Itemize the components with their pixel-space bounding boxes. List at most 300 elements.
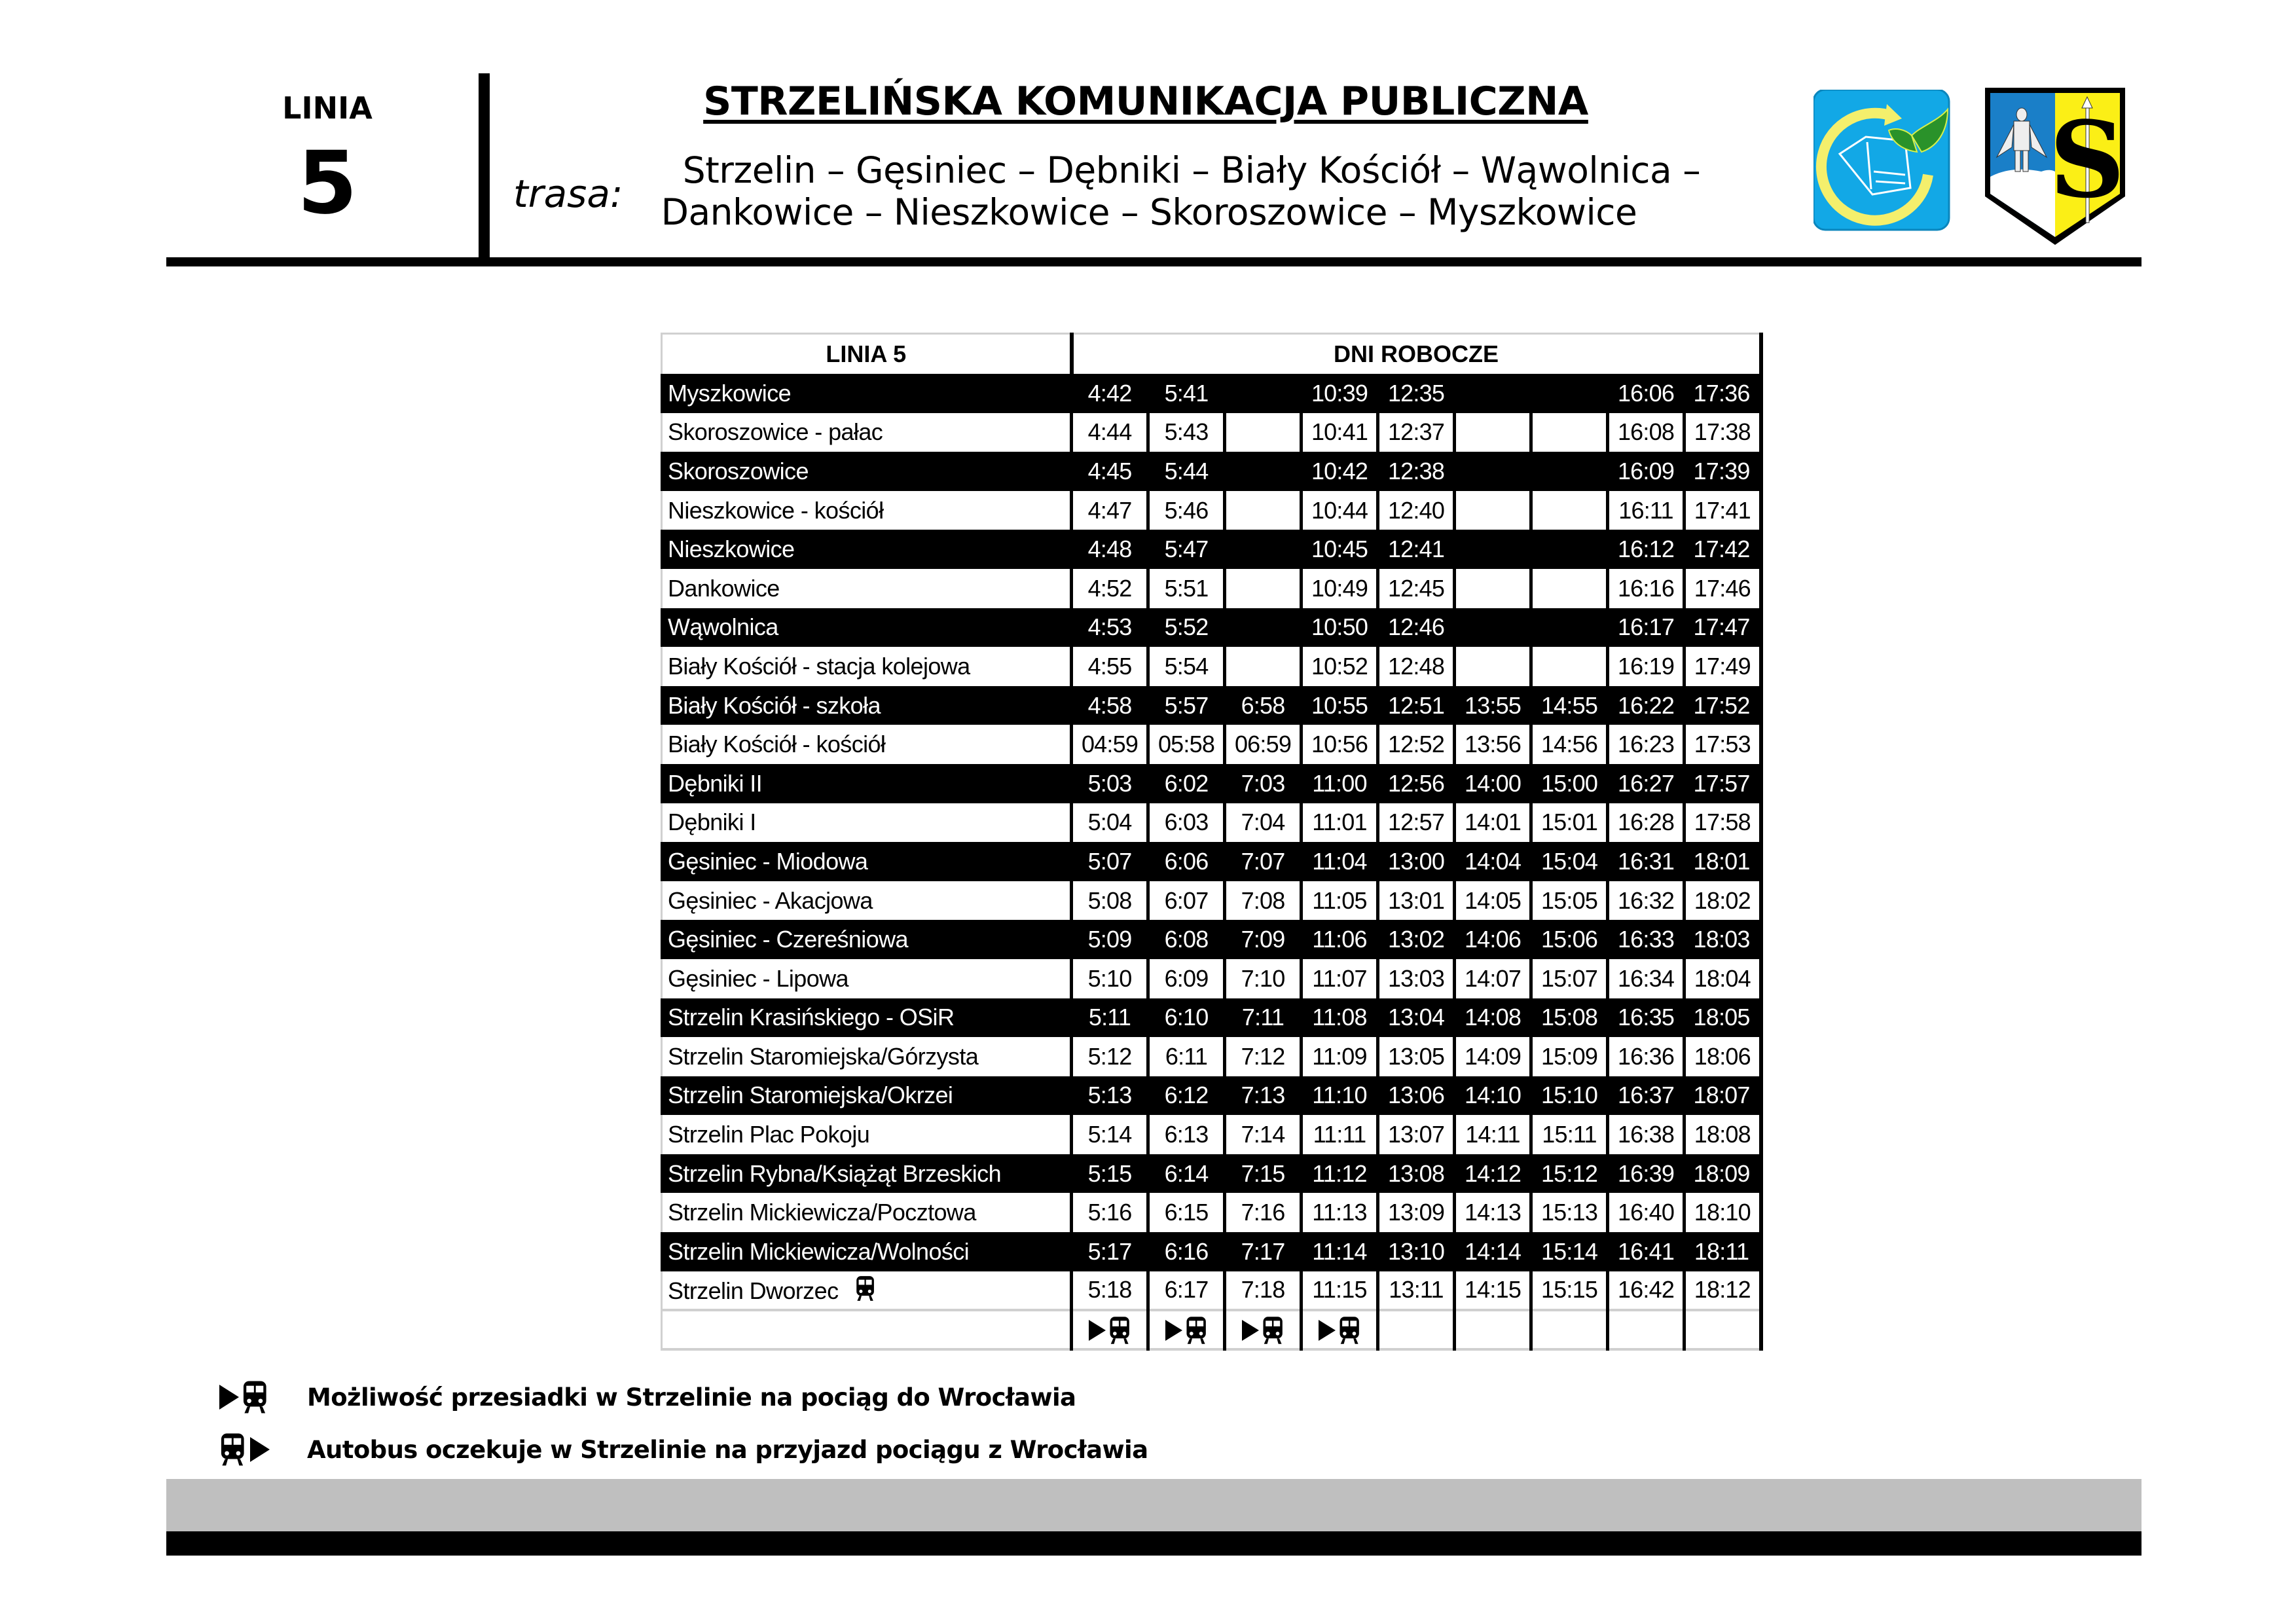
table-row [662, 803, 1761, 843]
departure-time: 11:15 [1302, 1271, 1378, 1311]
departure-time [1455, 491, 1531, 530]
stop-name-text: Skoroszowice - pałac [668, 418, 883, 446]
connection-marker-cell [1531, 1310, 1608, 1349]
departure-time [1225, 374, 1302, 413]
departure-time: 10:41 [1302, 413, 1378, 452]
stop-name-text: Gęsiniec - Akacjowa [668, 886, 873, 914]
departure-time: 7:17 [1225, 1232, 1302, 1271]
departure-time: 4:58 [1072, 686, 1148, 725]
departure-time: 13:05 [1378, 1037, 1455, 1076]
departure-time [1225, 608, 1302, 647]
departure-time: 16:35 [1608, 998, 1685, 1038]
play-icon [1242, 1320, 1259, 1341]
departure-time: 14:08 [1455, 998, 1531, 1038]
departure-time: 11:14 [1302, 1232, 1378, 1271]
departure-time: 11:11 [1302, 1115, 1378, 1154]
stop-name [662, 530, 1072, 569]
table-row [662, 452, 1761, 491]
departure-time: 6:03 [1148, 803, 1225, 843]
departure-time: 5:11 [1072, 998, 1148, 1038]
departure-time: 16:42 [1608, 1271, 1685, 1311]
line-number: 5 [297, 133, 357, 234]
stop-name-text: Gęsiniec - Miodowa [668, 847, 868, 875]
connection-marker-cell [1148, 1310, 1225, 1349]
departure-time: 12:56 [1378, 764, 1455, 803]
departure-time: 14:14 [1455, 1232, 1531, 1271]
departure-time: 18:04 [1685, 959, 1761, 998]
departure-time: 18:11 [1685, 1232, 1761, 1271]
departure-time: 7:09 [1225, 920, 1302, 959]
table-row [662, 1154, 1761, 1194]
departure-time: 16:39 [1608, 1154, 1685, 1194]
departure-time: 16:37 [1608, 1076, 1685, 1116]
departure-time: 5:41 [1148, 374, 1225, 413]
stop-name [662, 686, 1072, 725]
departure-time: 11:10 [1302, 1076, 1378, 1116]
strzelin-coat-of-arms [1982, 85, 2128, 247]
departure-time: 6:07 [1148, 881, 1225, 921]
stop-name-text: Dankowice [668, 574, 780, 602]
departure-time: 15:14 [1531, 1232, 1608, 1271]
departure-time: 13:00 [1378, 842, 1455, 881]
departure-time: 10:44 [1302, 491, 1378, 530]
table-row [662, 1271, 1761, 1311]
stop-name-text: Gęsiniec - Czereśniowa [668, 926, 908, 953]
stop-name-text: Myszkowice [668, 379, 792, 407]
departure-time: 11:12 [1302, 1154, 1378, 1194]
departure-time: 16:12 [1608, 530, 1685, 569]
stop-name-text: Strzelin Staromiejska/Okrzei [668, 1082, 953, 1109]
stop-name [662, 881, 1072, 921]
table-row [662, 764, 1761, 803]
departure-time: 12:46 [1378, 608, 1455, 647]
connection-marker-cell [1455, 1310, 1531, 1349]
departure-time [1531, 608, 1608, 647]
departure-time: 6:10 [1148, 998, 1225, 1038]
connection-marker-cell [1685, 1310, 1761, 1349]
departure-time: 11:05 [1302, 881, 1378, 921]
departure-time: 13:01 [1378, 881, 1455, 921]
departure-time: 5:54 [1148, 647, 1225, 686]
departure-time: 12:45 [1378, 569, 1455, 608]
departure-time: 6:14 [1148, 1154, 1225, 1194]
stop-name-text: Dębniki II [668, 769, 763, 797]
stop-name-text: Strzelin Staromiejska/Górzysta [668, 1042, 979, 1070]
departure-time: 4:45 [1072, 452, 1148, 491]
stop-name-text: Nieszkowice [668, 536, 795, 563]
departure-time: 13:03 [1378, 959, 1455, 998]
departure-time: 5:07 [1072, 842, 1148, 881]
departure-time [1531, 647, 1608, 686]
departure-time [1531, 491, 1608, 530]
departure-time: 7:08 [1225, 881, 1302, 921]
departure-time: 7:04 [1225, 803, 1302, 843]
stop-name [662, 803, 1072, 843]
departure-time: 5:43 [1148, 413, 1225, 452]
departure-time: 12:48 [1378, 647, 1455, 686]
departure-time [1455, 374, 1531, 413]
stop-name [662, 1193, 1072, 1232]
timetable [661, 333, 1763, 1351]
departure-time: 7:12 [1225, 1037, 1302, 1076]
stop-name-text: Strzelin Krasińskiego - OSiR [668, 1004, 955, 1031]
departure-time: 4:47 [1072, 491, 1148, 530]
departure-time: 15:01 [1531, 803, 1608, 843]
departure-time: 16:11 [1608, 491, 1685, 530]
empty-cell [662, 1310, 1072, 1349]
connection-marker-cell [1072, 1310, 1148, 1349]
departure-time [1225, 413, 1302, 452]
departure-time: 18:02 [1685, 881, 1761, 921]
departure-time [1225, 647, 1302, 686]
departure-time [1225, 491, 1302, 530]
departure-time: 5:14 [1072, 1115, 1148, 1154]
departure-time: 18:03 [1685, 920, 1761, 959]
departure-time: 12:41 [1378, 530, 1455, 569]
departure-time: 16:23 [1608, 725, 1685, 764]
departure-time: 18:09 [1685, 1154, 1761, 1194]
stop-name-text: Strzelin Mickiewicza/Pocztowa [668, 1199, 976, 1226]
stop-name [662, 1232, 1072, 1271]
departure-time: 18:06 [1685, 1037, 1761, 1076]
departure-time: 17:39 [1685, 452, 1761, 491]
departure-time: 18:05 [1685, 998, 1761, 1038]
stop-name [662, 998, 1072, 1038]
departure-time: 16:28 [1608, 803, 1685, 843]
departure-time: 15:13 [1531, 1193, 1608, 1232]
departure-time: 13:55 [1455, 686, 1531, 725]
departure-time: 16:33 [1608, 920, 1685, 959]
stop-name [662, 608, 1072, 647]
stop-name-text: Dębniki I [668, 809, 756, 836]
departure-time: 5:09 [1072, 920, 1148, 959]
connection-marker-cell [1608, 1310, 1685, 1349]
departure-time: 05:58 [1148, 725, 1225, 764]
stop-name [662, 842, 1072, 881]
table-row [662, 1232, 1761, 1271]
departure-time [1531, 569, 1608, 608]
departure-time: 5:15 [1072, 1154, 1148, 1194]
stop-name [662, 920, 1072, 959]
departure-time [1531, 452, 1608, 491]
departure-time: 14:10 [1455, 1076, 1531, 1116]
stop-name-text: Gęsiniec - Lipowa [668, 964, 848, 992]
departure-time: 6:09 [1148, 959, 1225, 998]
departure-time: 17:49 [1685, 647, 1761, 686]
departure-time: 10:45 [1302, 530, 1378, 569]
departure-time: 7:18 [1225, 1271, 1302, 1311]
departure-time: 18:10 [1685, 1193, 1761, 1232]
departure-time: 5:18 [1072, 1271, 1148, 1311]
table-header-row [662, 334, 1761, 374]
departure-time: 7:14 [1225, 1115, 1302, 1154]
departure-time [1455, 413, 1531, 452]
departure-time: 5:51 [1148, 569, 1225, 608]
departure-time: 15:11 [1531, 1115, 1608, 1154]
departure-time: 6:11 [1148, 1037, 1225, 1076]
train-icon [1262, 1316, 1284, 1345]
table-row [662, 686, 1761, 725]
departure-time: 18:07 [1685, 1076, 1761, 1116]
departure-time: 5:10 [1072, 959, 1148, 998]
departure-time: 6:58 [1225, 686, 1302, 725]
legend-icons [219, 1380, 298, 1414]
departure-time: 5:44 [1148, 452, 1225, 491]
departure-time: 12:37 [1378, 413, 1455, 452]
departure-time: 10:39 [1302, 374, 1378, 413]
departure-time: 5:08 [1072, 881, 1148, 921]
column-header-line: LINIA 5 [662, 334, 1072, 374]
departure-time: 5:46 [1148, 491, 1225, 530]
table-row [662, 881, 1761, 921]
stop-name-text: Nieszkowice - kościół [668, 496, 884, 524]
departure-time: 5:13 [1072, 1076, 1148, 1116]
departure-time: 11:06 [1302, 920, 1378, 959]
departure-time: 17:57 [1685, 764, 1761, 803]
connection-marker-cell [1378, 1310, 1455, 1349]
stop-name [662, 1037, 1072, 1076]
departure-time: 12:40 [1378, 491, 1455, 530]
connection-marker-row [662, 1310, 1761, 1349]
departure-time: 13:11 [1378, 1271, 1455, 1311]
svg-text:S: S [2049, 98, 2125, 221]
bus-logo [1813, 90, 1954, 232]
departure-time: 7:11 [1225, 998, 1302, 1038]
stop-name-text: Biały Kościół - kościół [668, 731, 886, 758]
departure-time [1225, 530, 1302, 569]
stop-name-text: Strzelin Rybna/Książąt Brzeskich [668, 1159, 1002, 1187]
stop-name [662, 569, 1072, 608]
departure-time: 15:06 [1531, 920, 1608, 959]
table-row [662, 530, 1761, 569]
table-row [662, 959, 1761, 998]
departure-time: 5:17 [1072, 1232, 1148, 1271]
departure-time: 7:13 [1225, 1076, 1302, 1116]
train-icon [219, 1432, 246, 1467]
departure-time: 14:07 [1455, 959, 1531, 998]
departure-time: 5:04 [1072, 803, 1148, 843]
departure-time: 11:08 [1302, 998, 1378, 1038]
departure-time [1455, 452, 1531, 491]
legend-text: Możliwość przesiadki w Strzelinie na pociąg do Wrocławia [307, 1383, 1076, 1412]
departure-time: 17:42 [1685, 530, 1761, 569]
departure-time: 4:52 [1072, 569, 1148, 608]
table-row [662, 569, 1761, 608]
departure-time: 16:08 [1608, 413, 1685, 452]
departure-time: 12:35 [1378, 374, 1455, 413]
departure-time: 6:02 [1148, 764, 1225, 803]
table-row [662, 374, 1761, 413]
departure-time: 16:32 [1608, 881, 1685, 921]
departure-time: 16:06 [1608, 374, 1685, 413]
departure-time: 17:46 [1685, 569, 1761, 608]
departure-time: 6:16 [1148, 1232, 1225, 1271]
departure-time: 4:53 [1072, 608, 1148, 647]
departure-time [1455, 647, 1531, 686]
departure-time: 15:00 [1531, 764, 1608, 803]
departure-time: 17:47 [1685, 608, 1761, 647]
departure-time: 7:03 [1225, 764, 1302, 803]
departure-time: 18:08 [1685, 1115, 1761, 1154]
departure-time: 10:56 [1302, 725, 1378, 764]
legend-icons [219, 1432, 298, 1467]
departure-time: 14:00 [1455, 764, 1531, 803]
departure-time: 6:08 [1148, 920, 1225, 959]
stop-name [662, 413, 1072, 452]
train-icon [1108, 1316, 1131, 1345]
footer-band-black [166, 1531, 2141, 1556]
departure-time: 6:17 [1148, 1271, 1225, 1311]
departure-time: 16:34 [1608, 959, 1685, 998]
departure-time: 13:04 [1378, 998, 1455, 1038]
departure-time: 7:16 [1225, 1193, 1302, 1232]
departure-time: 17:53 [1685, 725, 1761, 764]
departure-time: 7:10 [1225, 959, 1302, 998]
departure-time: 16:09 [1608, 452, 1685, 491]
departure-time: 12:52 [1378, 725, 1455, 764]
stop-name [662, 1115, 1072, 1154]
table-row [662, 920, 1761, 959]
departure-time: 15:15 [1531, 1271, 1608, 1311]
departure-time: 10:55 [1302, 686, 1378, 725]
departure-time: 5:16 [1072, 1193, 1148, 1232]
departure-time: 16:40 [1608, 1193, 1685, 1232]
departure-time: 15:10 [1531, 1076, 1608, 1116]
departure-time: 14:13 [1455, 1193, 1531, 1232]
stop-name [662, 764, 1072, 803]
departure-time: 6:06 [1148, 842, 1225, 881]
departure-time: 12:57 [1378, 803, 1455, 843]
stop-name-text: Wąwolnica [668, 613, 778, 641]
departure-time: 15:04 [1531, 842, 1608, 881]
departure-time [1225, 569, 1302, 608]
departure-time: 04:59 [1072, 725, 1148, 764]
departure-time: 14:05 [1455, 881, 1531, 921]
stop-name [662, 725, 1072, 764]
legend-text: Autobus oczekuje w Strzelinie na przyjazd pociągu z Wrocławia [307, 1435, 1148, 1464]
departure-time: 16:36 [1608, 1037, 1685, 1076]
table-row [662, 1193, 1761, 1232]
departure-time: 17:36 [1685, 374, 1761, 413]
play-icon [250, 1437, 270, 1462]
table-row [662, 842, 1761, 881]
stop-name-text: Skoroszowice [668, 457, 809, 484]
table-row [662, 1076, 1761, 1116]
departure-time: 11:04 [1302, 842, 1378, 881]
table-row [662, 725, 1761, 764]
stop-name [662, 647, 1072, 686]
departure-time: 7:15 [1225, 1154, 1302, 1194]
play-icon [1319, 1320, 1336, 1341]
departure-time [1531, 374, 1608, 413]
line-label: LINIA [282, 90, 373, 126]
stop-name [662, 452, 1072, 491]
play-icon [1089, 1320, 1106, 1341]
departure-time: 5:52 [1148, 608, 1225, 647]
connection-marker-cell [1225, 1310, 1302, 1349]
legend-item-waiting [219, 1430, 1148, 1469]
departure-time: 14:56 [1531, 725, 1608, 764]
departure-time: 14:06 [1455, 920, 1531, 959]
stop-name [662, 1271, 1072, 1311]
departure-time: 15:09 [1531, 1037, 1608, 1076]
route-description-line-2: Dankowice – Nieszkowice – Skoroszowice – Myszkowice [661, 191, 1637, 233]
legend-item-transfer [219, 1377, 1076, 1417]
table-row [662, 1037, 1761, 1076]
company-title: STRZELIŃSKA KOMUNIKACJA PUBLICZNA [703, 79, 1588, 124]
departure-time: 4:48 [1072, 530, 1148, 569]
departure-time: 16:17 [1608, 608, 1685, 647]
departure-time: 17:38 [1685, 413, 1761, 452]
departure-time: 6:12 [1148, 1076, 1225, 1116]
departure-time: 18:12 [1685, 1271, 1761, 1311]
stop-name-text: Biały Kościół - szkoła [668, 691, 881, 719]
departure-time: 11:07 [1302, 959, 1378, 998]
departure-time: 17:58 [1685, 803, 1761, 843]
departure-time [1455, 530, 1531, 569]
departure-time: 16:27 [1608, 764, 1685, 803]
departure-time: 13:10 [1378, 1232, 1455, 1271]
departure-time: 13:02 [1378, 920, 1455, 959]
departure-time: 5:57 [1148, 686, 1225, 725]
stop-name-text: Strzelin Mickiewicza/Wolności [668, 1237, 970, 1265]
departure-time: 13:07 [1378, 1115, 1455, 1154]
stop-name [662, 1076, 1072, 1116]
table-row [662, 413, 1761, 452]
stop-name [662, 491, 1072, 530]
departure-time: 16:31 [1608, 842, 1685, 881]
departure-time [1455, 608, 1531, 647]
departure-time: 10:42 [1302, 452, 1378, 491]
departure-time: 4:42 [1072, 374, 1148, 413]
departure-time: 13:06 [1378, 1076, 1455, 1116]
departure-time: 14:04 [1455, 842, 1531, 881]
departure-time: 15:07 [1531, 959, 1608, 998]
departure-time: 17:52 [1685, 686, 1761, 725]
departure-time: 6:15 [1148, 1193, 1225, 1232]
column-header-days: DNI ROBOCZE [1072, 334, 1761, 374]
departure-time: 10:50 [1302, 608, 1378, 647]
departure-time: 11:09 [1302, 1037, 1378, 1076]
departure-time: 16:16 [1608, 569, 1685, 608]
play-icon [1165, 1320, 1182, 1341]
train-icon [855, 1275, 875, 1302]
stop-name-text: Biały Kościół - stacja kolejowa [668, 652, 970, 680]
departure-time [1455, 569, 1531, 608]
train-icon [242, 1380, 268, 1414]
header-divider-horizontal [166, 257, 2141, 266]
connection-marker-cell [1302, 1310, 1378, 1349]
departure-time: 5:03 [1072, 764, 1148, 803]
footer-band-gray [166, 1479, 2141, 1531]
departure-time [1225, 452, 1302, 491]
departure-time: 14:55 [1531, 686, 1608, 725]
departure-time: 18:01 [1685, 842, 1761, 881]
train-icon [1338, 1316, 1360, 1345]
departure-time: 14:01 [1455, 803, 1531, 843]
departure-time: 12:38 [1378, 452, 1455, 491]
departure-time: 15:08 [1531, 998, 1608, 1038]
departure-time: 13:08 [1378, 1154, 1455, 1194]
departure-time: 15:12 [1531, 1154, 1608, 1194]
departure-time: 4:55 [1072, 647, 1148, 686]
route-label: trasa: [513, 172, 623, 216]
departure-time: 15:05 [1531, 881, 1608, 921]
departure-time: 13:56 [1455, 725, 1531, 764]
departure-time: 14:09 [1455, 1037, 1531, 1076]
stop-name-text: Strzelin Dworzec [668, 1277, 839, 1304]
departure-time: 16:22 [1608, 686, 1685, 725]
